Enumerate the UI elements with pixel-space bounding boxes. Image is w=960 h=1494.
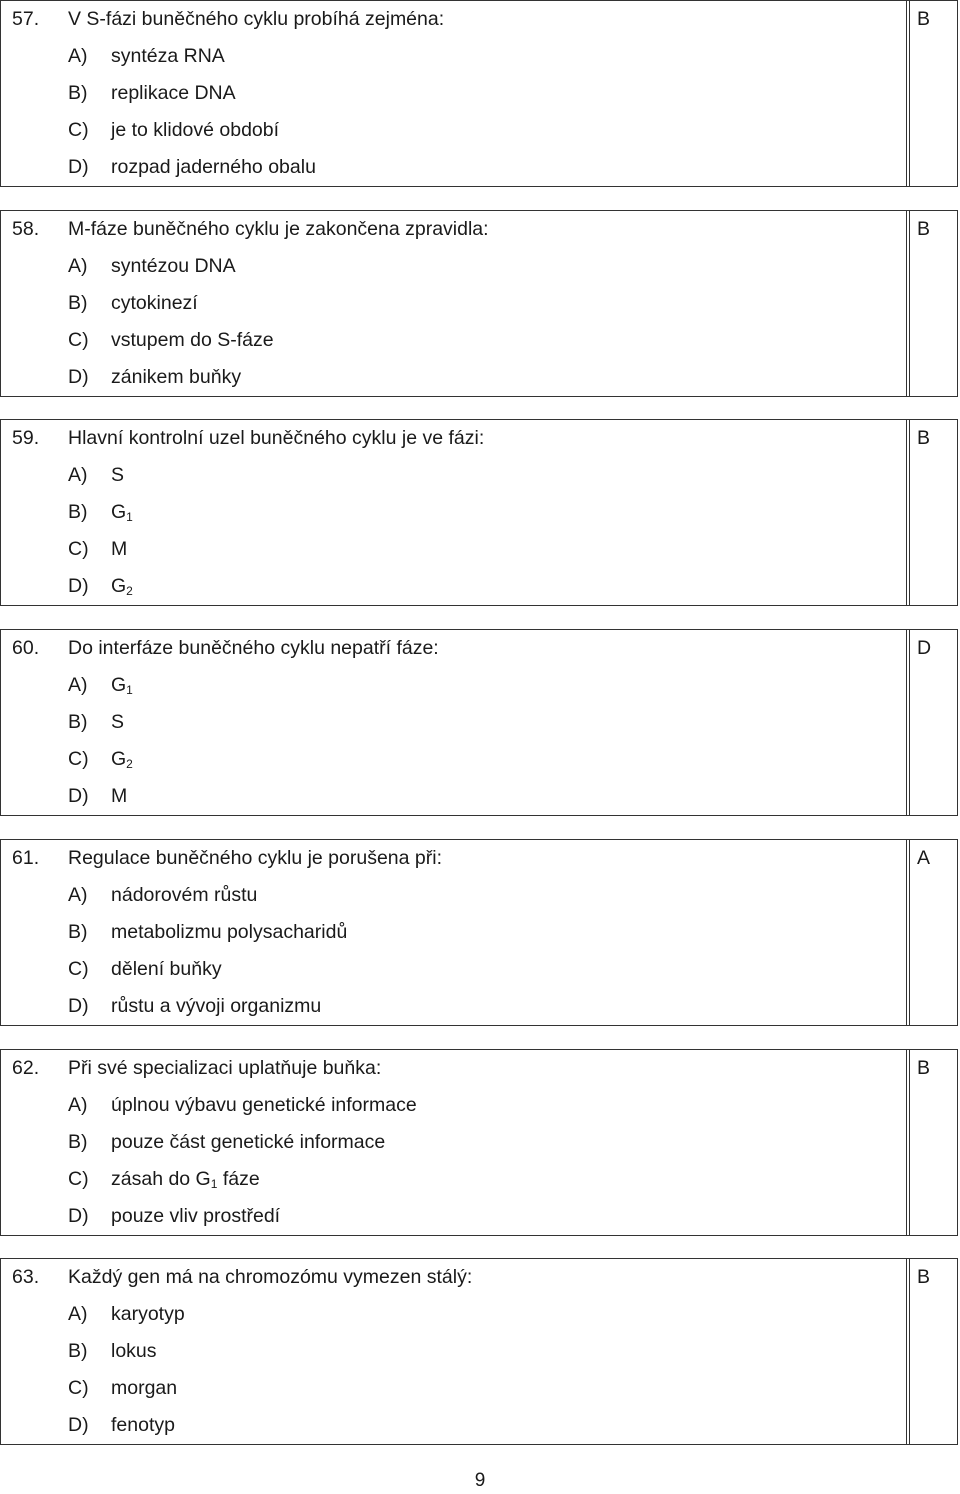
question-stem: Regulace buněčného cyklu je porušena při: bbox=[68, 847, 442, 869]
option-letter: B) bbox=[68, 921, 88, 943]
option-text: S bbox=[111, 711, 125, 733]
option-letter: C) bbox=[68, 1377, 89, 1399]
answer-key: B bbox=[917, 1057, 931, 1079]
question-stem: V S-fázi buněčného cyklu probíhá zejména: bbox=[68, 8, 445, 30]
question-cell bbox=[0, 211, 907, 396]
option-text: morgan bbox=[111, 1377, 178, 1399]
option-letter: C) bbox=[68, 958, 89, 980]
answer-key: A bbox=[917, 847, 931, 869]
option-text: replikace DNA bbox=[111, 82, 236, 104]
option-text: nádorovém růstu bbox=[111, 884, 258, 906]
option-letter: B) bbox=[68, 292, 88, 314]
option-text: rozpad jaderného obalu bbox=[111, 156, 316, 178]
question-stem: Při své specializaci uplatňuje buňka: bbox=[68, 1057, 382, 1079]
question-cell bbox=[0, 1259, 907, 1444]
option-letter: A) bbox=[68, 884, 88, 906]
option-letter: C) bbox=[68, 1168, 89, 1190]
answer-cell bbox=[909, 1, 958, 186]
option-text: syntézou DNA bbox=[111, 255, 236, 277]
question-58 bbox=[0, 210, 958, 397]
option-letter: A) bbox=[68, 255, 88, 277]
option-text: zánikem buňky bbox=[111, 366, 242, 388]
option-text: M bbox=[111, 785, 128, 807]
question-cell bbox=[0, 1050, 907, 1235]
option-text: $G_1$ bbox=[111, 501, 133, 524]
question-number: 59. bbox=[12, 427, 40, 449]
question-62 bbox=[0, 1049, 958, 1236]
option-text: lokus bbox=[111, 1340, 157, 1362]
option-letter: C) bbox=[68, 119, 89, 141]
option-letter: B) bbox=[68, 82, 88, 104]
question-number: 63. bbox=[12, 1266, 40, 1288]
option-letter: A) bbox=[68, 1094, 88, 1116]
option-text: $G_2$ bbox=[111, 575, 133, 598]
answer-cell bbox=[909, 1050, 958, 1235]
question-number: 62. bbox=[12, 1057, 40, 1079]
answer-key: D bbox=[917, 637, 932, 659]
option-letter: D) bbox=[68, 785, 89, 807]
option-letter: A) bbox=[68, 45, 88, 67]
option-text: karyotyp bbox=[111, 1303, 185, 1325]
option-letter: B) bbox=[68, 1131, 88, 1153]
option-text: pouze část genetické informace bbox=[111, 1131, 386, 1153]
question-57 bbox=[0, 0, 958, 187]
question-stem: Hlavní kontrolní uzel buněčného cyklu je ve fázi: bbox=[68, 427, 485, 449]
page-number: 9 bbox=[474, 1470, 486, 1491]
option-text: dělení buňky bbox=[111, 958, 222, 980]
option-letter: B) bbox=[68, 1340, 88, 1362]
question-cell bbox=[0, 840, 907, 1025]
question-cell bbox=[0, 630, 907, 815]
option-text: vstupem do S-fáze bbox=[111, 329, 274, 351]
option-letter: B) bbox=[68, 711, 88, 733]
option-letter: B) bbox=[68, 501, 88, 523]
option-text: fenotyp bbox=[111, 1414, 175, 1436]
option-text: S bbox=[111, 464, 125, 486]
option-text: zásah do $G_1$ fáze bbox=[111, 1168, 260, 1191]
question-61 bbox=[0, 839, 958, 1026]
option-text: úplnou výbavu genetické informace bbox=[111, 1094, 417, 1116]
question-stem: M-fáze buněčného cyklu je zakončena zpravidla: bbox=[68, 218, 489, 240]
answer-cell bbox=[909, 1259, 958, 1444]
option-letter: A) bbox=[68, 1303, 88, 1325]
option-text: $G_1$ bbox=[111, 674, 133, 697]
answer-cell bbox=[909, 420, 958, 605]
answer-cell bbox=[909, 211, 958, 396]
question-60 bbox=[0, 629, 958, 816]
option-letter: C) bbox=[68, 538, 89, 560]
answer-key: B bbox=[917, 1266, 931, 1288]
option-text: pouze vliv prostředí bbox=[111, 1205, 281, 1227]
answer-key: B bbox=[917, 218, 931, 240]
option-text: syntéza RNA bbox=[111, 45, 225, 67]
option-letter: D) bbox=[68, 156, 89, 178]
option-text: je to klidové období bbox=[111, 119, 280, 141]
answer-key: B bbox=[917, 427, 931, 449]
answer-key: B bbox=[917, 8, 931, 30]
option-text: cytokinezí bbox=[111, 292, 198, 314]
option-letter: C) bbox=[68, 748, 89, 770]
question-number: 60. bbox=[12, 637, 40, 659]
question-number: 61. bbox=[12, 847, 40, 869]
question-63 bbox=[0, 1258, 958, 1445]
option-text: růstu a vývoji organizmu bbox=[111, 995, 322, 1017]
question-stem: Do interfáze buněčného cyklu nepatří fáze: bbox=[68, 637, 439, 659]
option-letter: D) bbox=[68, 575, 89, 597]
option-letter: A) bbox=[68, 464, 88, 486]
option-letter: D) bbox=[68, 1205, 89, 1227]
option-letter: D) bbox=[68, 995, 89, 1017]
question-number: 58. bbox=[12, 218, 40, 240]
option-text: M bbox=[111, 538, 128, 560]
option-letter: D) bbox=[68, 1414, 89, 1436]
option-letter: D) bbox=[68, 366, 89, 388]
option-letter: C) bbox=[68, 329, 89, 351]
option-letter: A) bbox=[68, 674, 88, 696]
question-number: 57. bbox=[12, 8, 40, 30]
option-text: metabolizmu polysacharidů bbox=[111, 921, 348, 943]
option-text: $G_2$ bbox=[111, 748, 133, 771]
question-cell bbox=[0, 420, 907, 605]
question-cell bbox=[0, 1, 907, 186]
question-stem: Každý gen má na chromozómu vymezen stálý: bbox=[68, 1266, 473, 1288]
question-59 bbox=[0, 419, 958, 606]
answer-cell bbox=[909, 840, 958, 1025]
answer-cell bbox=[909, 630, 958, 815]
